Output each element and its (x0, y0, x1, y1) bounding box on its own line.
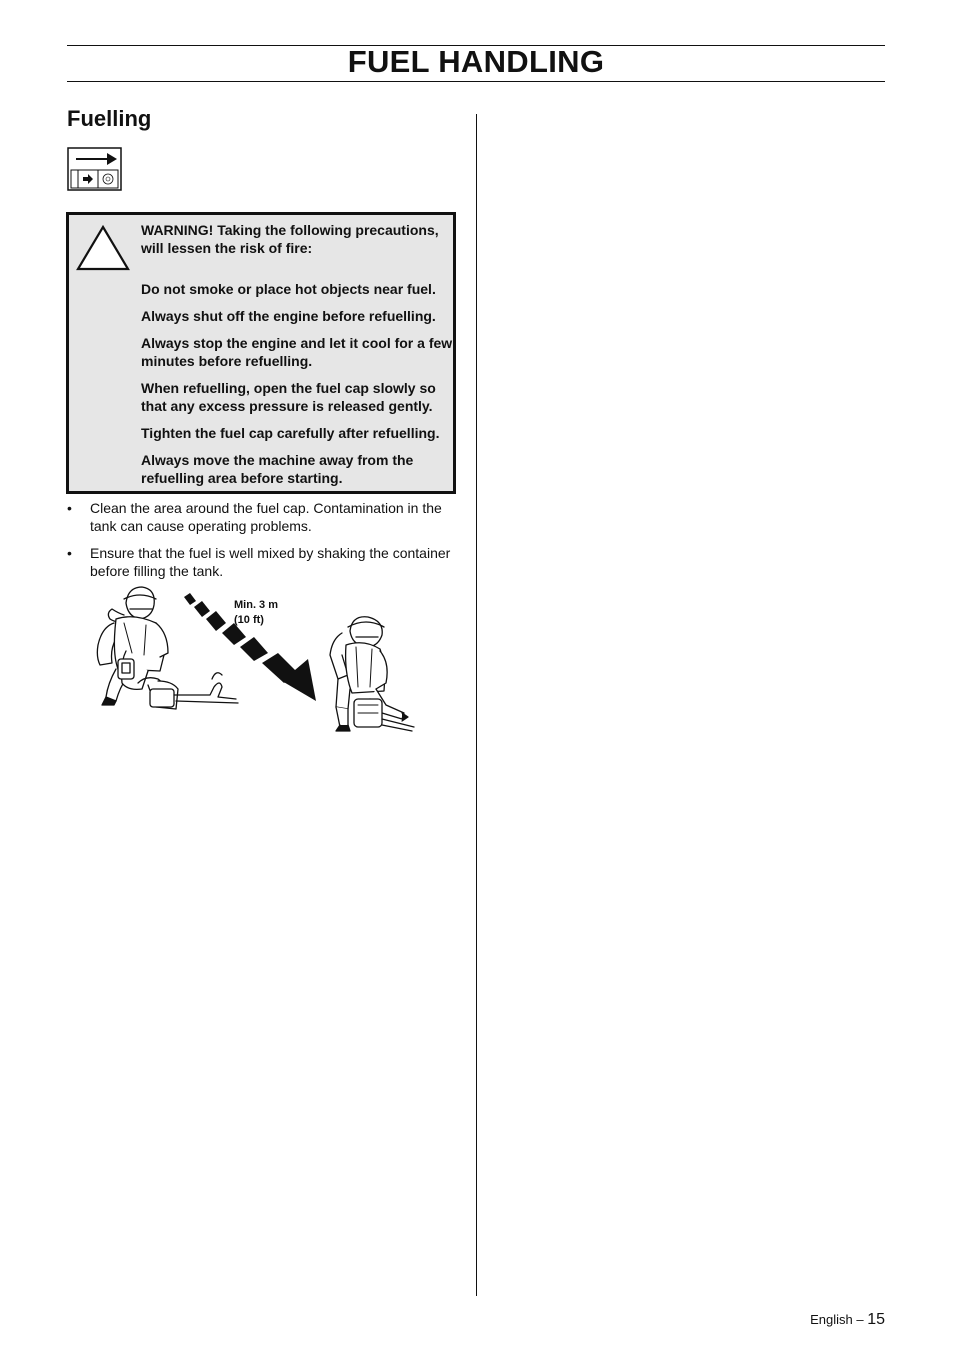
list-item (67, 499, 457, 535)
page-footer (810, 1311, 885, 1329)
warning-triangle-icon (75, 224, 131, 272)
bullet-dot: • (67, 500, 72, 516)
bullet-text: Clean the area around the fuel cap. Contamination in the tank can cause operating problems. (90, 500, 442, 534)
refuelling-distance-illustration (86, 583, 418, 735)
header-rule-bottom (67, 81, 885, 82)
warning-item: Always move the machine away from the refuelling area before starting. (141, 452, 414, 486)
bullet-text: Ensure that the fuel is well mixed by shaking the container before filling the tank. (90, 545, 451, 579)
footer-separator: – (856, 1312, 864, 1327)
warning-item: Always shut off the engine before refuelling. (141, 308, 436, 324)
bullet-list (67, 499, 457, 589)
footer-language: English (810, 1312, 853, 1327)
page-number: 15 (867, 1311, 885, 1328)
section-heading: Fuelling (67, 106, 152, 131)
distance-label: Min. 3 m (234, 599, 279, 611)
warning-item: Always stop the engine and let it cool for a few minutes before refuelling. (141, 335, 453, 369)
cross-reference-icon (67, 147, 122, 191)
warning-item: Tighten the fuel cap carefully after refuelling. (141, 425, 440, 441)
distance-label: (10 ft) (234, 614, 264, 626)
warning-item: When refuelling, open the fuel cap slowly so that any excess pressure is released gently. (141, 380, 436, 414)
warning-box (66, 212, 456, 494)
starting-worker-figure (330, 617, 414, 731)
page-title: FUEL HANDLING (347, 44, 605, 79)
warning-item: Do not smoke or place hot objects near fuel. (141, 281, 436, 297)
column-divider (476, 114, 477, 1296)
warning-text (141, 221, 453, 496)
warning-intro: WARNING! Taking the following precautions, will lessen the risk of fire: (141, 222, 439, 256)
list-item (67, 544, 457, 580)
crouching-worker-figure (97, 587, 238, 709)
bullet-dot: • (67, 545, 72, 561)
